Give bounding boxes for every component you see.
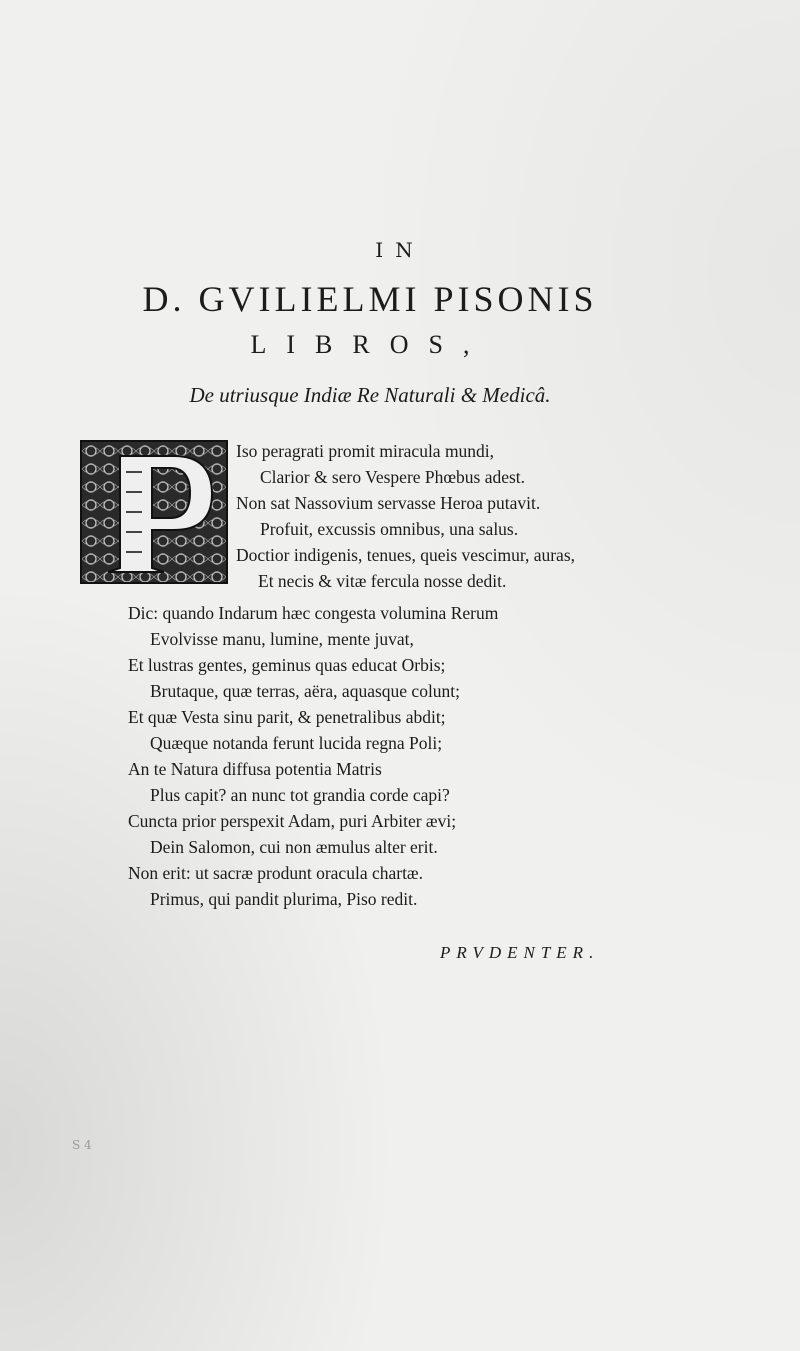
poem-line: Non sat Nassovium servasse Heroa putavit. (236, 493, 541, 513)
poem-line: Dein Salomon, cui non æmulus alter erit. (150, 837, 438, 857)
page-title: D. GVILIELMI PISONIS (142, 279, 598, 319)
poem-line: Iso peragrati promit miracula mundi, (236, 441, 495, 461)
subtitle: De utriusque Indiæ Re Naturali & Medicâ. (189, 383, 551, 407)
poem-line: Dic: quando Indarum hæc congesta volumina Rerum (128, 603, 499, 623)
poem-line: Brutaque, quæ terras, aëra, aquasque colunt; (150, 681, 461, 701)
poem-line: Quæque notanda ferunt lucida regna Poli; (150, 733, 443, 753)
signature-mark: S 4 (72, 1138, 92, 1152)
poem-line: Doctior indigenis, tenues, queis vescimur, auras, (236, 545, 576, 565)
poem-line: Clarior & sero Vespere Phœbus adest. (260, 467, 526, 487)
heading-in: IN (375, 238, 425, 262)
poem-line: An te Natura diffusa potentia Matris (128, 759, 382, 779)
poem-line: Non erit: ut sacræ produnt oracula chartæ. (128, 863, 423, 883)
poem-line: Et quæ Vesta sinu parit, & penetralibus abdit; (128, 707, 446, 727)
poem-line: Plus capit? an nunc tot grandia corde capi? (150, 785, 450, 805)
heading-libros: LIBROS, (250, 330, 490, 359)
poem-line: Evolvisse manu, lumine, mente juvat, (150, 629, 414, 649)
poem-line: Cuncta prior perspexit Adam, puri Arbiter ævi; (128, 811, 457, 831)
poem-line: Et lustras gentes, geminus quas educat Orbis; (128, 655, 446, 675)
signature: PRVDENTER. (440, 943, 600, 962)
poem-line: Primus, qui pandit plurima, Piso redit. (150, 889, 418, 909)
poem-line: Et necis & vitæ fercula nosse dedit. (258, 571, 507, 591)
poem-line: Profuit, excussis omnibus, una salus. (260, 519, 519, 539)
